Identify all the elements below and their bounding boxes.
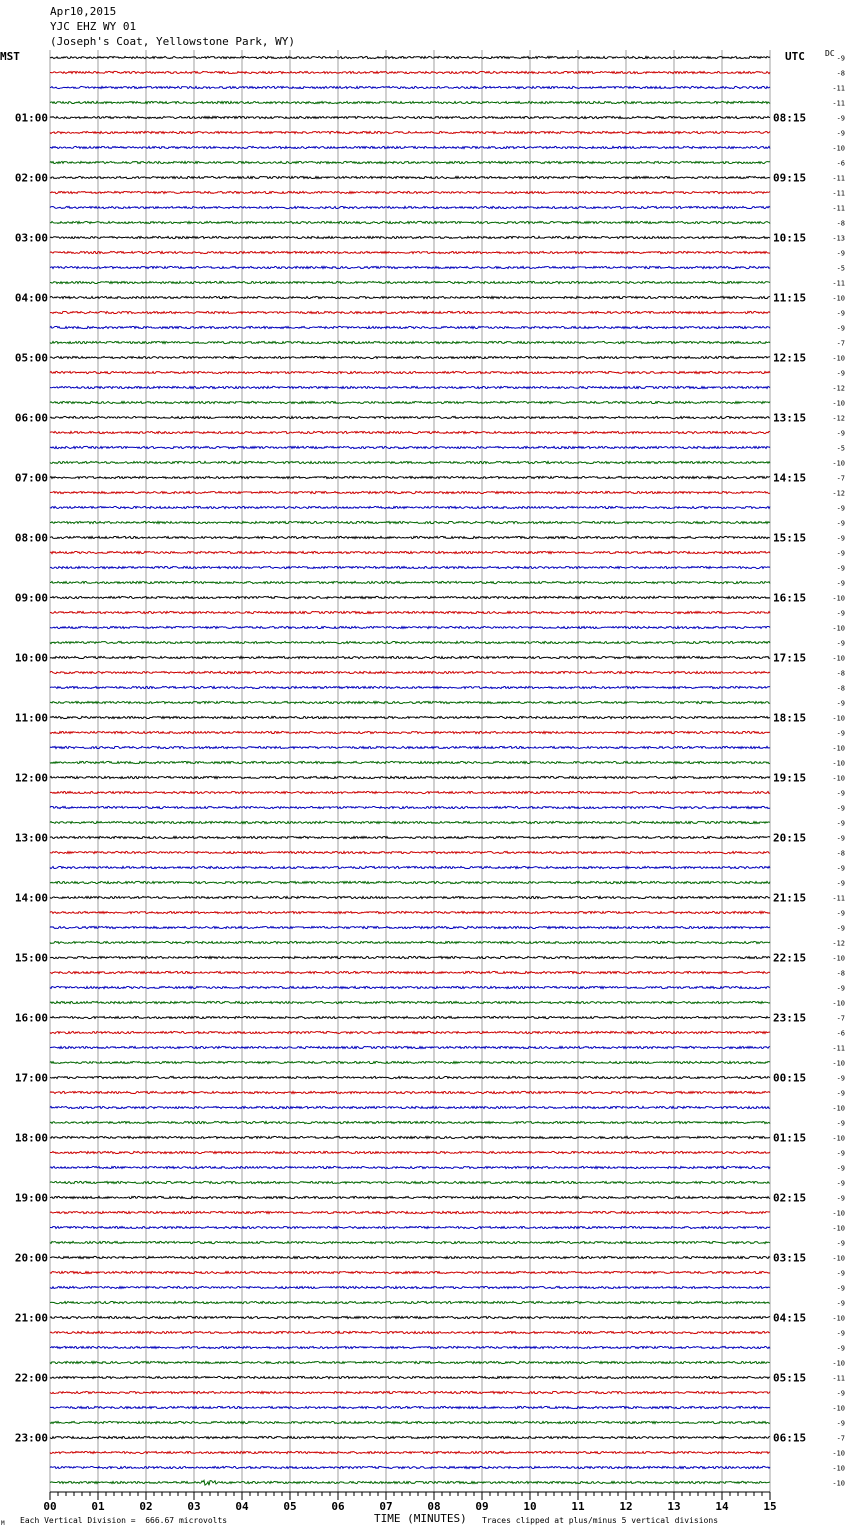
seismic-trace xyxy=(50,1091,770,1093)
seismic-trace xyxy=(50,611,770,613)
seismic-trace xyxy=(50,296,770,298)
seismic-trace xyxy=(50,1181,770,1183)
utc-hour-label: 23:15 xyxy=(773,1011,807,1025)
mst-hour-label: 22:00 xyxy=(14,1371,48,1385)
seismic-trace xyxy=(50,431,770,433)
dc-offset-label: -10 xyxy=(832,354,845,363)
seismic-trace xyxy=(50,1226,770,1228)
seismic-trace xyxy=(50,551,770,553)
utc-hour-label: 04:15 xyxy=(773,1311,807,1325)
seismic-trace xyxy=(50,1121,770,1123)
seismic-trace xyxy=(50,1271,770,1273)
x-axis-title: TIME (MINUTES) xyxy=(374,1512,467,1525)
dc-offset-label: -12 xyxy=(832,489,845,498)
mst-hour-label: 15:00 xyxy=(14,951,48,965)
dc-offset-label: -8 xyxy=(836,849,845,858)
seismic-trace xyxy=(50,1166,770,1168)
mst-hour-label: 08:00 xyxy=(14,531,48,545)
dc-offset-label: -9 xyxy=(836,789,845,798)
dc-offset-label: -9 xyxy=(836,369,845,378)
seismic-trace xyxy=(50,566,770,568)
seismic-trace xyxy=(50,536,770,538)
dc-offset-label: -10 xyxy=(832,294,845,303)
dc-offset-label: -10 xyxy=(832,144,845,153)
mst-hour-label: 18:00 xyxy=(14,1131,48,1145)
x-tick-label: 05 xyxy=(283,1500,297,1513)
dc-offset-label: -10 xyxy=(832,744,845,753)
mst-hour-label: 12:00 xyxy=(14,771,48,785)
dc-offset-label: -7 xyxy=(836,1014,845,1023)
dc-offset-label: -10 xyxy=(832,624,845,633)
dc-offset-label: -10 xyxy=(832,654,845,663)
dc-offset-label: -10 xyxy=(832,1224,845,1233)
seismic-trace xyxy=(50,656,770,658)
dc-offset-label: -9 xyxy=(836,1284,845,1293)
dc-offset-label: -9 xyxy=(836,129,845,138)
dc-offset-label: -10 xyxy=(832,1449,845,1458)
dc-offset-label: -10 xyxy=(832,1059,845,1068)
seismic-trace xyxy=(50,356,770,358)
dc-offset-label: -10 xyxy=(832,999,845,1008)
seismic-trace xyxy=(50,1001,770,1003)
dc-offset-label: -11 xyxy=(832,204,845,213)
seismic-trace xyxy=(50,131,770,133)
dc-offset-label: -10 xyxy=(832,1479,845,1488)
utc-hour-label: 16:15 xyxy=(773,591,807,605)
seismic-trace xyxy=(50,101,770,103)
dc-offset-label: -9 xyxy=(836,1419,845,1428)
dc-offset-label: -10 xyxy=(832,714,845,723)
utc-hour-label: 13:15 xyxy=(773,411,807,425)
seismic-trace xyxy=(50,1391,770,1393)
dc-offset-label: -13 xyxy=(832,234,845,243)
dc-offset-label: -11 xyxy=(832,1044,845,1053)
utc-hour-label: 01:15 xyxy=(773,1131,807,1145)
seismic-trace xyxy=(50,641,770,643)
mst-hour-label: 02:00 xyxy=(14,171,48,185)
seismic-trace xyxy=(50,1451,770,1453)
dc-offset-label: -8 xyxy=(836,969,845,978)
dc-offset-label: -9 xyxy=(836,249,845,258)
dc-offset-label: -10 xyxy=(832,1134,845,1143)
dc-offset-label: -9 xyxy=(836,324,845,333)
seismic-trace xyxy=(50,1286,770,1288)
dc-offset-label: -5 xyxy=(836,264,845,273)
dc-offset-label: -11 xyxy=(832,894,845,903)
seismic-trace xyxy=(50,71,770,73)
dc-offset-label: -9 xyxy=(836,1089,845,1098)
dc-offset-label: -12 xyxy=(832,384,845,393)
seismic-trace xyxy=(50,866,770,868)
dc-offset-label: -10 xyxy=(832,1254,845,1263)
dc-offset-label: -9 xyxy=(836,609,845,618)
seismic-trace xyxy=(50,416,770,418)
dc-offset-label: -9 xyxy=(836,1149,845,1158)
dc-offset-label: -6 xyxy=(836,1029,845,1038)
dc-offset-label: -10 xyxy=(832,459,845,468)
x-tick-label: 09 xyxy=(475,1500,489,1513)
dc-offset-label: -9 xyxy=(836,504,845,513)
mst-hour-label: 09:00 xyxy=(14,591,48,605)
time-axis xyxy=(43,1492,776,1513)
seismic-trace xyxy=(50,581,770,583)
utc-hour-label: 02:15 xyxy=(773,1191,807,1205)
dc-offset-label: -5 xyxy=(836,444,845,453)
dc-offset-label: -11 xyxy=(832,84,845,93)
dc-offset-label: -10 xyxy=(832,594,845,603)
dc-offset-label: -6 xyxy=(836,159,845,168)
seismic-trace xyxy=(50,1046,770,1048)
seismic-trace xyxy=(50,836,770,838)
dc-column-label: DC xyxy=(825,49,835,58)
mst-hour-label: 10:00 xyxy=(14,651,48,665)
mst-hour-label: 16:00 xyxy=(14,1011,48,1025)
seismic-trace xyxy=(50,701,770,703)
x-tick-label: 04 xyxy=(235,1500,249,1513)
dc-offset-label: -11 xyxy=(832,174,845,183)
dc-offset-label: -9 xyxy=(836,1389,845,1398)
mst-hour-label: 23:00 xyxy=(14,1431,48,1445)
seismic-trace xyxy=(50,371,770,373)
dc-offset-label: -7 xyxy=(836,474,845,483)
dc-offset-label: -8 xyxy=(836,684,845,693)
dc-offset-label: -8 xyxy=(836,219,845,228)
dc-offset-label: -11 xyxy=(832,189,845,198)
dc-offset-label: -9 xyxy=(836,1344,845,1353)
x-tick-label: 08 xyxy=(427,1500,441,1513)
seismic-trace xyxy=(50,1406,770,1408)
seismic-trace xyxy=(50,221,770,223)
mst-hour-label: 05:00 xyxy=(14,351,48,365)
seismic-trace xyxy=(50,851,770,853)
seismic-trace xyxy=(50,311,770,313)
dc-offset-label: -10 xyxy=(832,954,845,963)
dc-offset-label: -9 xyxy=(836,834,845,843)
dc-offset-label: -10 xyxy=(832,1404,845,1413)
dc-offset-label: -10 xyxy=(832,1314,845,1323)
dc-offset-label: -10 xyxy=(832,1464,845,1473)
seismic-trace xyxy=(50,596,770,598)
x-tick-label: 13 xyxy=(667,1500,681,1513)
dc-offset-label: -10 xyxy=(832,759,845,768)
seismic-trace xyxy=(50,686,770,688)
seismic-trace xyxy=(50,1061,770,1063)
x-tick-label: 15 xyxy=(763,1500,777,1513)
seismic-trace xyxy=(50,281,770,283)
dc-offset-label: -9 xyxy=(836,519,845,528)
seismic-trace xyxy=(50,971,770,973)
seismic-trace xyxy=(50,176,770,178)
seismic-trace xyxy=(50,926,770,928)
seismic-trace xyxy=(50,116,770,118)
mst-hour-label: 19:00 xyxy=(14,1191,48,1205)
seismic-trace xyxy=(50,1256,770,1258)
scale-note: Each Vertical Division = 666.67 microvolts xyxy=(20,1516,228,1525)
seismic-trace xyxy=(50,716,770,718)
seismic-trace xyxy=(50,1211,770,1213)
dc-offset-label: -9 xyxy=(836,579,845,588)
dc-offset-label: -9 xyxy=(836,564,845,573)
seismic-trace xyxy=(50,146,770,148)
seismic-trace xyxy=(50,1031,770,1033)
seismic-trace xyxy=(50,1466,770,1468)
seismic-trace xyxy=(50,1376,770,1378)
dc-offset-label: -9 xyxy=(836,54,845,63)
dc-offset-label: -11 xyxy=(832,1374,845,1383)
mst-hour-label: 11:00 xyxy=(14,711,48,725)
utc-hour-label: 09:15 xyxy=(773,171,807,185)
seismic-trace xyxy=(50,896,770,898)
dc-offset-label: -8 xyxy=(836,69,845,78)
station-code: YJC EHZ WY 01 xyxy=(50,20,137,33)
dc-offset-label: -9 xyxy=(836,924,845,933)
seismic-trace xyxy=(50,626,770,628)
mst-hour-label: 06:00 xyxy=(14,411,48,425)
seismic-trace xyxy=(50,731,770,733)
seismic-trace xyxy=(50,341,770,343)
utc-hour-label: 19:15 xyxy=(773,771,807,785)
seismic-trace xyxy=(50,506,770,508)
seismic-trace xyxy=(50,386,770,388)
seismic-trace xyxy=(50,1316,770,1318)
right-timezone-label: UTC xyxy=(785,50,805,63)
seismic-trace xyxy=(50,326,770,328)
utc-hour-label: 10:15 xyxy=(773,231,807,245)
mst-hour-label: 07:00 xyxy=(14,471,48,485)
seismic-trace xyxy=(50,266,770,268)
seismic-trace xyxy=(50,476,770,478)
utc-hour-label: 20:15 xyxy=(773,831,807,845)
seismic-trace xyxy=(50,236,770,238)
dc-offset-label: -9 xyxy=(836,1269,845,1278)
plot-date: Apr10,2015 xyxy=(50,5,117,18)
seismic-trace xyxy=(50,1301,770,1303)
mst-hour-label: 03:00 xyxy=(14,231,48,245)
dc-offset-label: -9 xyxy=(836,909,845,918)
seismic-trace xyxy=(50,761,770,763)
seismic-trace xyxy=(50,1421,770,1423)
seismic-trace xyxy=(50,776,770,778)
dc-offset-label: -11 xyxy=(832,279,845,288)
x-tick-label: 01 xyxy=(91,1500,105,1513)
dc-offset-label: -9 xyxy=(836,1329,845,1338)
seismic-trace xyxy=(50,1436,770,1438)
x-tick-label: 14 xyxy=(715,1500,729,1513)
dc-offset-label: -9 xyxy=(836,984,845,993)
dc-offset-label: -12 xyxy=(832,414,845,423)
seismic-trace xyxy=(50,1361,770,1363)
seismic-trace xyxy=(50,821,770,823)
dc-offset-label: -10 xyxy=(832,1104,845,1113)
seismic-trace xyxy=(50,956,770,958)
dc-offset-label: -7 xyxy=(836,1434,845,1443)
left-timezone-label: MST xyxy=(0,50,20,63)
seismic-trace xyxy=(50,1016,770,1018)
seismic-trace xyxy=(50,521,770,523)
seismic-trace xyxy=(50,1346,770,1348)
x-tick-label: 00 xyxy=(43,1500,57,1513)
seismic-trace xyxy=(50,161,770,163)
trace-layer xyxy=(50,56,770,1485)
x-tick-label: 07 xyxy=(379,1500,393,1513)
mst-hour-label: 17:00 xyxy=(14,1071,48,1085)
utc-hour-label: 22:15 xyxy=(773,951,807,965)
mst-hour-label: 14:00 xyxy=(14,891,48,905)
dc-offset-label: -8 xyxy=(836,669,845,678)
dc-offset-label: -9 xyxy=(836,429,845,438)
seismic-trace xyxy=(50,671,770,673)
dc-offset-label: -10 xyxy=(832,399,845,408)
dc-offset-label: -10 xyxy=(832,774,845,783)
dc-offset-label: -9 xyxy=(836,804,845,813)
mst-hour-label: 20:00 xyxy=(14,1251,48,1265)
seismic-trace xyxy=(50,461,770,463)
mst-hour-label: 04:00 xyxy=(14,291,48,305)
utc-hour-label: 14:15 xyxy=(773,471,807,485)
dc-offset-label: -12 xyxy=(832,939,845,948)
dc-offset-label: -9 xyxy=(836,534,845,543)
dc-offset-label: -9 xyxy=(836,1074,845,1083)
seismic-trace xyxy=(50,1106,770,1108)
dc-offset-label: -9 xyxy=(836,309,845,318)
seismic-trace xyxy=(50,1196,770,1198)
dc-offset-label: -11 xyxy=(832,99,845,108)
dc-offset-label: -7 xyxy=(836,339,845,348)
x-tick-label: 12 xyxy=(619,1500,633,1513)
seismic-trace xyxy=(50,1480,770,1485)
seismic-trace xyxy=(50,401,770,403)
clip-note: Traces clipped at plus/minus 5 vertical divisions xyxy=(482,1516,719,1525)
seismic-trace xyxy=(50,191,770,193)
dc-offset-label: -10 xyxy=(832,1359,845,1368)
x-tick-label: 03 xyxy=(187,1500,201,1513)
utc-hour-label: 15:15 xyxy=(773,531,807,545)
utc-hour-label: 03:15 xyxy=(773,1251,807,1265)
dc-offset-label: -9 xyxy=(836,1179,845,1188)
seismic-trace xyxy=(50,86,770,88)
seismic-trace xyxy=(50,746,770,748)
dc-offset-label: -9 xyxy=(836,639,845,648)
corner-mark: M xyxy=(1,1520,5,1527)
dc-offset-label: -9 xyxy=(836,864,845,873)
seismic-trace xyxy=(50,1241,770,1243)
x-tick-label: 11 xyxy=(571,1500,585,1513)
mst-hour-label: 21:00 xyxy=(14,1311,48,1325)
utc-hour-label: 12:15 xyxy=(773,351,807,365)
seismic-trace xyxy=(50,446,770,448)
station-location: (Joseph's Coat, Yellowstone Park, WY) xyxy=(50,35,296,48)
seismic-trace xyxy=(50,1136,770,1138)
mst-hour-label: 01:00 xyxy=(14,111,48,125)
minute-gridlines xyxy=(50,50,770,1492)
seismic-trace xyxy=(50,881,770,883)
seismic-trace xyxy=(50,1331,770,1333)
seismic-trace xyxy=(50,986,770,988)
seismic-trace xyxy=(50,251,770,253)
utc-hour-label: 08:15 xyxy=(773,111,807,125)
x-tick-label: 02 xyxy=(139,1500,153,1513)
seismic-trace xyxy=(50,56,770,58)
seismic-trace xyxy=(50,206,770,208)
utc-hour-label: 21:15 xyxy=(773,891,807,905)
dc-offset-label: -9 xyxy=(836,114,845,123)
dc-offset-label: -9 xyxy=(836,1119,845,1128)
seismic-trace xyxy=(50,491,770,493)
seismic-trace xyxy=(50,791,770,793)
dc-offset-label: -10 xyxy=(832,1209,845,1218)
dc-offset-label: -9 xyxy=(836,879,845,888)
utc-hour-label: 00:15 xyxy=(773,1071,807,1085)
utc-hour-label: 11:15 xyxy=(773,291,807,305)
utc-hour-label: 05:15 xyxy=(773,1371,807,1385)
x-tick-label: 06 xyxy=(331,1500,345,1513)
seismic-trace xyxy=(50,806,770,808)
utc-hour-label: 17:15 xyxy=(773,651,807,665)
utc-hour-label: 18:15 xyxy=(773,711,807,725)
dc-offset-label: -9 xyxy=(836,1299,845,1308)
dc-offset-label: -9 xyxy=(836,1164,845,1173)
mst-hour-label: 13:00 xyxy=(14,831,48,845)
dc-offset-label: -9 xyxy=(836,549,845,558)
utc-hour-label: 06:15 xyxy=(773,1431,807,1445)
dc-offset-label: -9 xyxy=(836,729,845,738)
x-tick-label: 10 xyxy=(523,1500,537,1513)
dc-offset-label: -9 xyxy=(836,1239,845,1248)
dc-offset-label: -9 xyxy=(836,699,845,708)
dc-offset-label: -9 xyxy=(836,1194,845,1203)
seismic-trace xyxy=(50,1151,770,1153)
seismic-trace xyxy=(50,1076,770,1078)
seismic-trace xyxy=(50,911,770,913)
dc-offset-label: -9 xyxy=(836,819,845,828)
seismic-trace xyxy=(50,941,770,943)
